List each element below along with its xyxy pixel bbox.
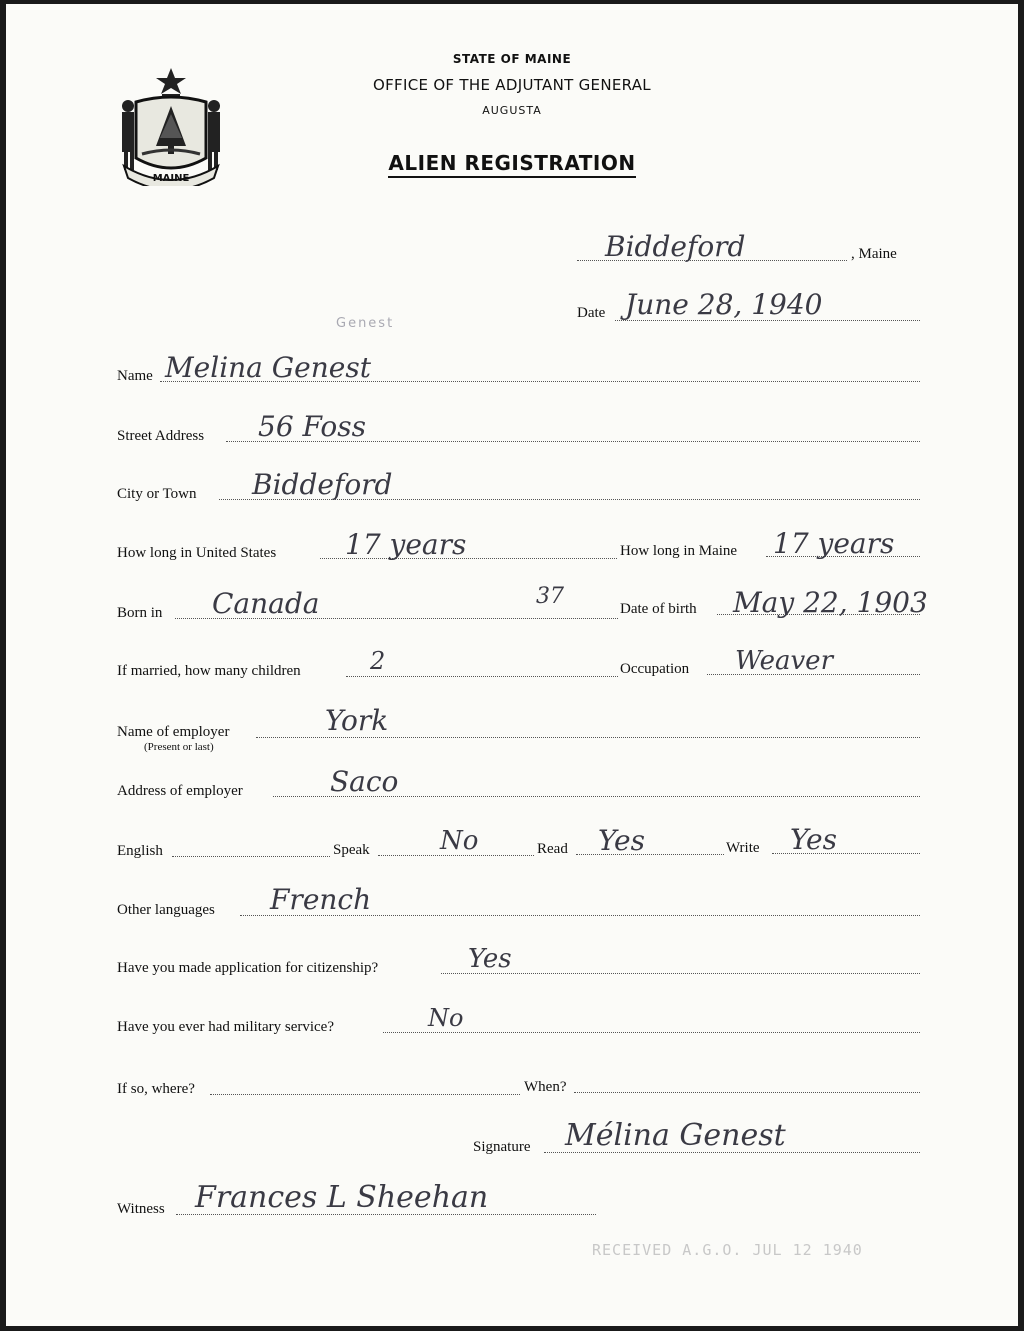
children-label: If married, how many children bbox=[117, 663, 301, 679]
employer-name-label: Name of employer bbox=[117, 724, 230, 740]
when-label: When? bbox=[524, 1079, 567, 1095]
form-title: ALIEN REGISTRATION bbox=[388, 151, 635, 178]
citizenship-value[interactable]: Yes bbox=[468, 944, 512, 974]
where-line bbox=[210, 1094, 520, 1095]
signature-label: Signature bbox=[473, 1139, 531, 1155]
born-in-label: Born in bbox=[117, 605, 163, 621]
employer-name-note: (Present or last) bbox=[144, 741, 214, 753]
city-label: City or Town bbox=[117, 486, 197, 502]
write-value[interactable]: Yes bbox=[790, 823, 837, 856]
name-correction-pencil: Genest bbox=[336, 316, 395, 331]
where-label: If so, where? bbox=[117, 1081, 195, 1097]
speak-value[interactable]: No bbox=[440, 826, 479, 856]
city-value[interactable]: Biddeford bbox=[252, 468, 393, 501]
name-value[interactable]: Melina Genest bbox=[165, 351, 371, 384]
children-line bbox=[346, 676, 618, 677]
how-long-maine-value[interactable]: 17 years bbox=[773, 527, 895, 560]
date-of-birth-value[interactable]: May 22, 1903 bbox=[733, 586, 928, 619]
read-label: Read bbox=[537, 841, 568, 857]
employer-address-value[interactable]: Saco bbox=[330, 765, 399, 798]
how-long-us-label: How long in United States bbox=[117, 545, 277, 561]
citizenship-line bbox=[441, 973, 920, 974]
military-value[interactable]: No bbox=[428, 1004, 464, 1032]
signature-value[interactable]: Mélina Genest bbox=[565, 1118, 786, 1153]
citizenship-label: Have you made application for citizenship? bbox=[117, 960, 379, 976]
town-value[interactable]: Biddeford bbox=[605, 230, 746, 263]
english-line bbox=[172, 856, 330, 857]
date-of-birth-label: Date of birth bbox=[620, 601, 697, 617]
military-line bbox=[383, 1032, 920, 1033]
employer-name-value[interactable]: York bbox=[325, 704, 389, 737]
header-office: OFFICE OF THE ADJUTANT GENERAL bbox=[373, 76, 651, 94]
born-in-value[interactable]: Canada bbox=[212, 587, 320, 620]
header-state: STATE OF MAINE bbox=[452, 52, 572, 66]
occupation-value[interactable]: Weaver bbox=[735, 646, 833, 676]
other-languages-label: Other languages bbox=[117, 902, 215, 918]
military-label: Have you ever had military service? bbox=[117, 1019, 334, 1035]
english-label: English bbox=[117, 843, 163, 859]
occupation-label: Occupation bbox=[620, 661, 690, 677]
header-city: AUGUSTA bbox=[482, 104, 542, 117]
witness-label: Witness bbox=[117, 1201, 165, 1217]
speak-label: Speak bbox=[333, 842, 370, 858]
received-stamp: RECEIVED A.G.O. JUL 12 1940 bbox=[592, 1241, 863, 1259]
employer-name-line bbox=[256, 737, 920, 738]
how-long-us-value[interactable]: 17 years bbox=[345, 528, 467, 561]
how-long-maine-label: How long in Maine bbox=[620, 543, 738, 559]
name-label: Name bbox=[117, 368, 153, 384]
age-value[interactable]: 37 bbox=[536, 584, 564, 609]
date-value[interactable]: June 28, 1940 bbox=[625, 288, 823, 321]
write-label: Write bbox=[726, 840, 760, 856]
other-languages-value[interactable]: French bbox=[270, 883, 372, 916]
witness-value[interactable]: Frances L Sheehan bbox=[195, 1180, 489, 1215]
read-value[interactable]: Yes bbox=[598, 824, 645, 857]
employer-address-label: Address of employer bbox=[117, 783, 243, 799]
street-address-label: Street Address bbox=[117, 428, 205, 444]
children-value[interactable]: 2 bbox=[370, 647, 386, 675]
date-label: Date bbox=[577, 305, 606, 321]
seal-banner-text: MAINE bbox=[152, 173, 190, 184]
when-line bbox=[574, 1092, 920, 1093]
street-address-value[interactable]: 56 Foss bbox=[258, 410, 367, 443]
maine-label: , Maine bbox=[851, 246, 897, 262]
